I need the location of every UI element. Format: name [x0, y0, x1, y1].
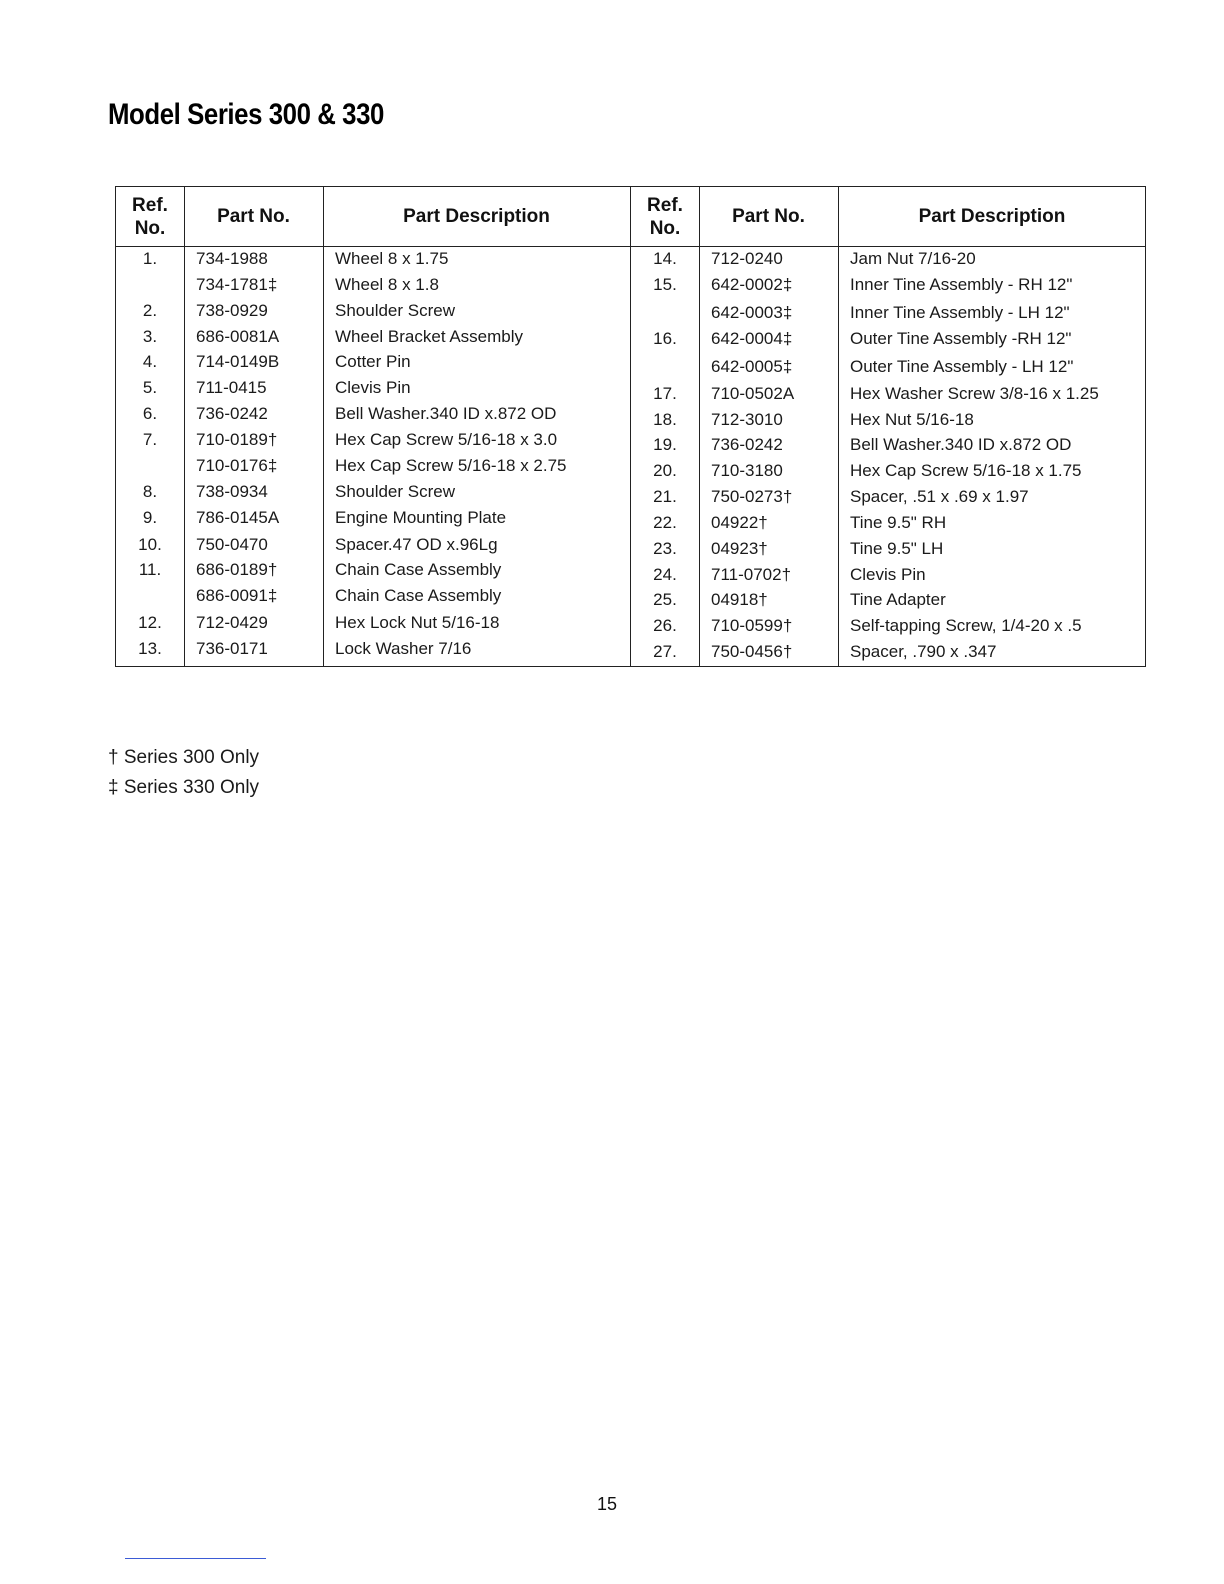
ref-cell: 17.: [653, 384, 677, 403]
part-no-cell: 714-0149B: [196, 352, 280, 371]
part-no-cell: 710-3180: [711, 461, 783, 480]
table-row: [116, 349, 630, 375]
part-no-cell: 710-0599†: [711, 616, 793, 635]
table-row: [631, 381, 1146, 407]
ref-cell: 11.: [138, 560, 162, 579]
description-cell: Spacer.47 OD x.96Lg: [335, 535, 498, 554]
part-no-cell: 712-3010: [711, 410, 783, 429]
header-part-description: Part Description: [918, 206, 1066, 227]
ref-cell: 9.: [142, 508, 158, 527]
ref-cell: 21.: [653, 487, 677, 506]
table-row: [116, 324, 630, 350]
part-no-cell: 686-0091‡: [196, 586, 278, 605]
table-row: [631, 407, 1146, 433]
table-row: [116, 427, 630, 453]
table-row: [116, 610, 630, 636]
part-no-cell: 750-0456†: [711, 642, 793, 661]
double-dagger-symbol: ‡: [108, 777, 119, 798]
part-no-cell: 711-0415: [196, 378, 267, 397]
ref-cell: 14.: [653, 249, 677, 268]
description-cell: Tine Adapter: [850, 590, 946, 609]
ref-cell: 4.: [142, 352, 158, 371]
description-cell: Inner Tine Assembly - RH 12": [850, 275, 1073, 294]
description-cell: Self-tapping Screw, 1/4-20 x .5: [850, 616, 1082, 635]
description-cell: Tine 9.5" LH: [850, 539, 944, 558]
table-row: [631, 613, 1146, 639]
table-row: [116, 636, 630, 662]
footnotes: [108, 743, 259, 803]
ref-cell: 24.: [653, 565, 677, 584]
footnote-series-330: [108, 773, 259, 803]
part-no-cell: 734-1988: [196, 249, 268, 268]
description-cell: Hex Washer Screw 3/8-16 x 1.25: [850, 384, 1099, 403]
description-cell: Wheel 8 x 1.75: [335, 249, 449, 268]
description-cell: Tine 9.5" RH: [850, 513, 947, 532]
table-row: [116, 246, 630, 272]
description-cell: Chain Case Assembly: [335, 560, 502, 579]
table-row: [116, 375, 630, 401]
part-no-cell: 642-0002‡: [711, 275, 793, 294]
description-cell: Shoulder Screw: [335, 301, 456, 320]
table-row: [116, 583, 630, 609]
part-no-cell: 711-0702†: [711, 565, 792, 584]
part-no-cell: 686-0189†: [196, 560, 278, 579]
table-row: [116, 532, 630, 558]
part-no-cell: 710-0502A: [711, 384, 795, 403]
header-ref-no: Ref. No.: [647, 194, 683, 239]
ref-cell: 15.: [653, 275, 677, 294]
table-row: [631, 562, 1146, 588]
ref-cell: 26.: [653, 616, 677, 635]
ref-cell: 16.: [653, 329, 677, 348]
parts-table-left-half: [116, 187, 630, 666]
page-title: Model Series 300 & 330: [108, 98, 384, 131]
part-no-cell: 786-0145A: [196, 508, 280, 527]
header-part-no: Part No.: [732, 206, 805, 227]
table-row: [631, 587, 1146, 613]
footnote-text: Series 300 Only: [123, 747, 260, 768]
part-no-cell: 686-0081A: [196, 327, 280, 346]
header-ref-no: Ref. No.: [132, 194, 168, 239]
description-cell: Spacer, .790 x .347: [850, 642, 997, 661]
ref-cell: 2.: [142, 301, 158, 320]
description-cell: Outer Tine Assembly - LH 12": [850, 357, 1074, 376]
link-underline: [125, 1558, 266, 1559]
part-no-cell: 736-0171: [196, 639, 268, 658]
table-header-left: [116, 187, 630, 247]
description-cell: Spacer, .51 x .69 x 1.97: [850, 487, 1029, 506]
table-row: [631, 639, 1146, 665]
description-cell: Wheel Bracket Assembly: [335, 327, 524, 346]
part-no-cell: 734-1781‡: [196, 275, 278, 294]
part-no-cell: 642-0005‡: [711, 357, 793, 376]
description-cell: Hex Cap Screw 5/16-18 x 3.0: [335, 430, 558, 449]
part-no-cell: 736-0242: [711, 435, 783, 454]
ref-cell: 22.: [653, 513, 677, 532]
part-no-cell: 736-0242: [196, 404, 268, 423]
ref-cell: 12.: [138, 613, 162, 632]
table-row: [631, 300, 1146, 326]
part-no-cell: 712-0240: [711, 249, 783, 268]
table-row: [631, 326, 1146, 352]
header-part-description: Part Description: [403, 206, 550, 227]
ref-cell: 5.: [142, 378, 158, 397]
part-no-cell: 710-0189†: [196, 430, 278, 449]
description-cell: Clevis Pin: [850, 565, 926, 584]
table-row: [631, 484, 1146, 510]
table-row: [116, 479, 630, 505]
table-row: [116, 557, 630, 583]
part-no-cell: 738-0929: [196, 301, 268, 320]
part-no-cell: 04918†: [711, 590, 768, 609]
part-no-cell: 04923†: [711, 539, 768, 558]
ref-cell: 3.: [142, 327, 158, 346]
part-no-cell: 738-0934: [196, 482, 268, 501]
description-cell: Hex Cap Screw 5/16-18 x 2.75: [335, 456, 567, 475]
ref-cell: 18.: [653, 410, 677, 429]
description-cell: Hex Nut 5/16-18: [850, 410, 974, 429]
ref-cell: 19.: [653, 435, 677, 454]
table-row: [631, 510, 1146, 536]
description-cell: Inner Tine Assembly - LH 12": [850, 303, 1070, 322]
table-row: [116, 401, 630, 427]
part-no-cell: 750-0273†: [711, 487, 793, 506]
ref-cell: 1.: [142, 249, 158, 268]
description-cell: Wheel 8 x 1.8: [335, 275, 439, 294]
part-no-cell: 712-0429: [196, 613, 268, 632]
table-row: [631, 536, 1146, 562]
table-row: [116, 505, 630, 531]
description-cell: Chain Case Assembly: [335, 586, 502, 605]
ref-cell: 27.: [653, 642, 677, 661]
description-cell: Engine Mounting Plate: [335, 508, 507, 527]
page-number: 15: [596, 1494, 618, 1514]
table-header-right: [631, 187, 1146, 247]
description-cell: Clevis Pin: [335, 378, 411, 397]
ref-cell: 23.: [653, 539, 677, 558]
parts-table-right-half: [630, 187, 1146, 666]
description-cell: Hex Cap Screw 5/16-18 x 1.75: [850, 461, 1082, 480]
part-no-cell: 750-0470: [196, 535, 268, 554]
table-row: [116, 453, 630, 479]
part-no-cell: 710-0176‡: [196, 456, 278, 475]
ref-cell: 6.: [142, 404, 158, 423]
description-cell: Outer Tine Assembly -RH 12": [850, 329, 1072, 348]
dagger-symbol: †: [108, 747, 119, 768]
description-cell: Bell Washer.340 ID x.872 OD: [335, 404, 557, 423]
part-no-cell: 04922†: [711, 513, 768, 532]
ref-cell: 7.: [142, 430, 158, 449]
table-row: [116, 298, 630, 324]
parts-table: [115, 186, 1146, 667]
ref-cell: 20.: [653, 461, 677, 480]
header-part-no: Part No.: [217, 206, 290, 227]
ref-cell: 10.: [138, 535, 162, 554]
description-cell: Lock Washer 7/16: [335, 639, 472, 658]
table-row: [116, 272, 630, 298]
description-cell: Jam Nut 7/16-20: [850, 249, 976, 268]
table-row: [631, 246, 1146, 272]
table-row: [631, 432, 1146, 458]
table-row: [631, 354, 1146, 380]
ref-cell: 25.: [653, 590, 677, 609]
table-row: [631, 458, 1146, 484]
description-cell: Shoulder Screw: [335, 482, 456, 501]
part-no-cell: 642-0004‡: [711, 329, 793, 348]
footnote-text: Series 330 Only: [123, 777, 260, 798]
table-row: [631, 272, 1146, 298]
description-cell: Bell Washer.340 ID x.872 OD: [850, 435, 1072, 454]
description-cell: Cotter Pin: [335, 352, 411, 371]
ref-cell: 13.: [138, 639, 162, 658]
footnote-series-300: [108, 743, 259, 773]
part-no-cell: 642-0003‡: [711, 303, 793, 322]
ref-cell: 8.: [142, 482, 158, 501]
description-cell: Hex Lock Nut 5/16-18: [335, 613, 500, 632]
